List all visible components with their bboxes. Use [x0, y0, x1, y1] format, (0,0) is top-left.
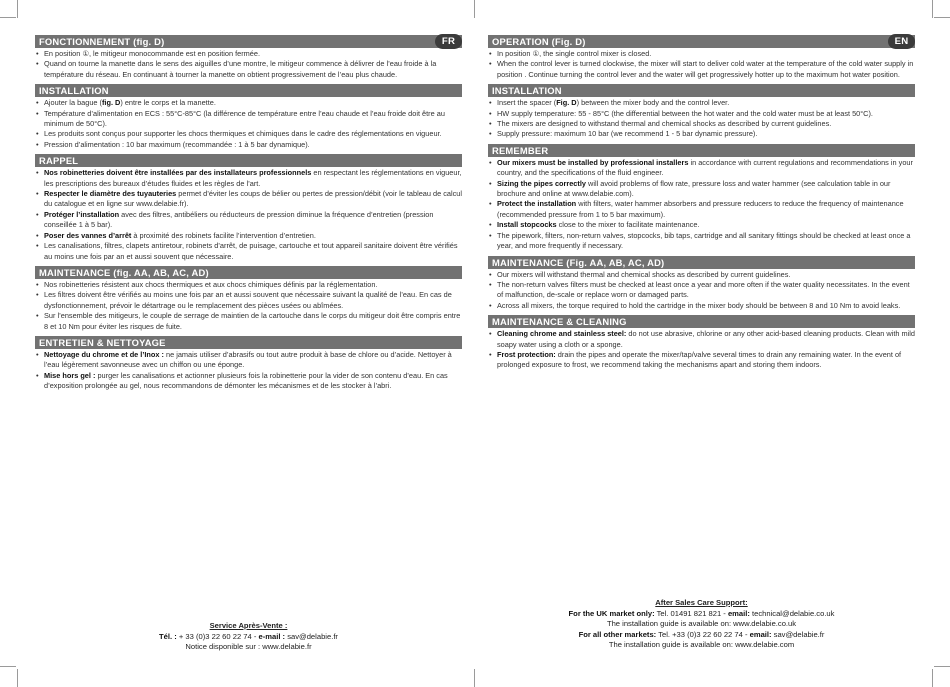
section-title: MAINTENANCE (Fig. AA, AB, AC, AD) [492, 256, 665, 268]
section-heading [488, 315, 915, 328]
crop-mark [932, 0, 933, 18]
section-heading [488, 35, 915, 48]
body-text: purger les canalisations et actionner plusieurs fois la robinetterie pour la vider de son contenu d’eau. En cas d’exposition prolongée au gel, nous recommandons de démonter les mécanismes et de les stocker à l’abri. [44, 370, 448, 391]
email-label: e-mail : [258, 631, 286, 641]
crop-mark [934, 17, 950, 18]
list-item [35, 241, 462, 262]
list-item [488, 231, 915, 252]
bullet-list [488, 158, 915, 252]
bold-text: Protect the installation [497, 199, 577, 209]
bold-text: Frost protection: [497, 349, 556, 359]
section [35, 266, 462, 332]
body-text: The pipework, filters, non-return valves, stopcocks, bib taps, cartridge and all sanitary fittings should be checked at least once a year, and more frequently if necessary. [497, 230, 911, 251]
bold-text: Sizing the pipes correctly [497, 178, 586, 188]
list-item [35, 168, 462, 189]
footer-website-line: Notice disponible sur : www.delabie.fr [185, 642, 312, 652]
list-item [488, 350, 915, 371]
list-item [35, 290, 462, 311]
english-footer [488, 598, 915, 651]
bold-text: Poser des vannes d’arrêt [44, 230, 132, 240]
crop-mark [17, 0, 18, 18]
crop-mark [934, 666, 950, 667]
body-text: en respectant les réglementations en vigueur, les prescriptions des bureaux d’études fluides et les règles de l’art. [44, 168, 462, 188]
section-heading [35, 84, 462, 97]
section-heading [35, 35, 462, 48]
body-text: do not use abrasive, chlorine or any other acid-based cleaning products. Clean with mild soapy water using a cloth or a sponge. [497, 329, 915, 349]
body-text: HW supply temperature: 55 - 85°C (the differential between the hot water and the cold water must be at least 50°C). [497, 108, 873, 118]
bullet-list [35, 168, 462, 262]
list-item [35, 59, 462, 80]
body-text: Les produits sont conçus pour supporter les chocs thermiques et chimiques dans le cadre des réglementations en vigueur. [44, 129, 442, 139]
french-column [35, 35, 462, 396]
bold-text: Cleaning chrome and stainless steel: [497, 329, 627, 339]
body-text: Sur l’ensemble des mitigeurs, le couple de serrage de maintien de la cartouche dans le corps du mitigeur doit être compris entre 8 et 10 Nm pour éviter les risques de fuite. [44, 311, 461, 331]
other-email-value: sav@delabie.fr [771, 629, 825, 639]
body-text: Nos robinetteries résistent aux chocs thermiques et aux chocs chimiques définis par la réglementation. [44, 279, 378, 289]
section [35, 35, 462, 80]
list-item [488, 98, 915, 108]
section-title: MAINTENANCE & CLEANING [492, 316, 627, 328]
footer-contact-line [35, 632, 462, 643]
email-label: email: [749, 629, 772, 639]
list-item [35, 350, 462, 371]
tel-label: Tél. : [159, 631, 177, 641]
list-item [35, 49, 462, 59]
bullet-list [35, 98, 462, 150]
french-footer [35, 621, 462, 653]
section [488, 35, 915, 80]
list-item [35, 189, 462, 210]
section-title: OPERATION (Fig. D) [492, 36, 586, 47]
other-markets-label: For all other markets: [578, 629, 657, 639]
section [35, 336, 462, 392]
uk-email-value: technical@delabie.co.uk [749, 608, 835, 618]
bold-text: Mise hors gel : [44, 370, 96, 380]
bullet-list [488, 329, 915, 371]
body-text: In position ①, the single control mixer is closed. [497, 49, 652, 58]
section-heading [35, 336, 462, 349]
bold-text: Nos robinetteries doivent être installées par des installateurs professionnels [44, 168, 312, 178]
section [488, 144, 915, 252]
section-title: RAPPEL [39, 155, 79, 167]
tel-value: + 33 (0)3 22 60 22 74 - [176, 631, 259, 641]
list-item [488, 199, 915, 220]
list-item [488, 329, 915, 350]
bold-text: Install stopcocks [497, 220, 557, 230]
footer-title: After Sales Care Support: [655, 598, 748, 607]
section-heading [488, 256, 915, 269]
crop-mark [474, 669, 475, 687]
crop-mark [0, 666, 16, 667]
list-item [488, 109, 915, 119]
list-item [488, 280, 915, 301]
bullet-list [488, 270, 915, 312]
list-item [488, 129, 915, 139]
email-label: email: [727, 608, 750, 618]
body-text: ) entre le corps et la manette. [120, 98, 216, 108]
list-item [488, 49, 915, 59]
body-text: ) between the mixer body and the control lever. [576, 98, 730, 108]
language-badge: EN [888, 34, 915, 49]
section [35, 84, 462, 150]
body-text: Ajouter la bague ( [44, 98, 102, 108]
uk-market-label: For the UK market only: [568, 608, 655, 618]
body-text: Les filtres doivent être vérifiés au moins une fois par an et aussi souvent que nécessaire suivant la qualité de l’eau. En cas de dysfonctionnement, prévoir le détartrage ou le remplacement des pièces usées ou abîmées. [44, 290, 452, 310]
section [488, 256, 915, 312]
crop-mark [0, 17, 16, 18]
footer-other-contact-line [488, 630, 915, 641]
body-text: close to the mixer to facilitate maintenance. [556, 220, 700, 230]
body-text: drain the pipes and operate the mixer/tap/valve several times to drain any remaining water. In the event of prolonged exposure to frost, we recommend taking the mechanisms apart and storing them indoors. [497, 349, 902, 370]
body-text: Our mixers will withstand thermal and chemical shocks as described by current guidelines. [497, 269, 791, 279]
section-title: MAINTENANCE (fig. AA, AB, AC, AD) [39, 266, 209, 278]
section [35, 154, 462, 262]
footer-title: Service Après-Vente : [209, 621, 288, 630]
body-text: En position ①, le mitigeur monocommande est en position fermée. [44, 49, 260, 58]
body-text: will avoid problems of flow rate, pressure loss and water hammer (see calculation table in our brochure and online at www.delabie.com). [497, 178, 891, 199]
bold-text: Protéger l’installation [44, 209, 120, 219]
bullet-list [35, 350, 462, 392]
section-title: ENTRETIEN & NETTOYAGE [39, 336, 166, 348]
body-text: à proximité des robinets facilite l’intervention d’entretien. [131, 230, 316, 240]
section-heading [488, 84, 915, 97]
bold-text: Our mixers must be installed by professional installers [497, 157, 689, 167]
uk-tel-value: Tel. 01491 821 821 - [654, 608, 728, 618]
body-text: The non-return valves filters must be checked at least once a year and more often if the water quality necessitates. In the event of malfunction, de-scale or replace worn or damaged parts. [497, 279, 910, 300]
list-item [35, 109, 462, 130]
list-item [35, 280, 462, 290]
section-heading [488, 144, 915, 157]
bullet-list [488, 98, 915, 140]
list-item [35, 129, 462, 139]
body-text: The mixers are designed to withstand thermal and chemical shocks as described by current guidelines. [497, 119, 832, 129]
list-item [488, 158, 915, 179]
section [488, 84, 915, 140]
body-text: ne jamais utiliser d’abrasifs ou tout autre produit à base de chlore ou d’acide. Nettoyer à l’eau légèrement savonneuse avec un chiffon ou une éponge. [44, 349, 452, 370]
list-item [35, 231, 462, 241]
body-text: Pression d’alimentation : 10 bar maximum (recommandée : 1 à 5 bar dynamique). [44, 139, 310, 149]
list-item [488, 179, 915, 200]
footer-other-guide-line: The installation guide is available on: www.delabie.com [608, 640, 795, 650]
body-text: Across all mixers, the torque required to hold the cartridge in the mixer body should be between 8 and 10 Nm to avoid leaks. [497, 300, 901, 310]
list-item [488, 301, 915, 311]
body-text: Température d’alimentation en ECS : 55°C-85°C (la différence de température entre l’eau chaude et l’eau froide doit être au minimum de 50°C). [44, 108, 445, 129]
bold-text: Nettoyage du chrome et de l’Inox : [44, 349, 164, 359]
list-item [35, 311, 462, 332]
list-item [35, 371, 462, 392]
bullet-list [35, 280, 462, 332]
list-item [35, 98, 462, 108]
section-heading [35, 266, 462, 279]
crop-mark [474, 0, 475, 18]
body-text: Insert the spacer ( [497, 98, 557, 108]
list-item [488, 119, 915, 129]
language-badge: FR [435, 34, 462, 49]
body-text: avec des filtres, antibéliers ou réducteurs de pression diminue la fréquence d’entretien (pression conseillée 1 à 5 bar). [44, 209, 434, 230]
list-item [35, 210, 462, 231]
bold-text: Respecter le diamètre des tuyauteries [44, 189, 177, 199]
section-title: FONCTIONNEMENT (fig. D) [39, 36, 165, 47]
body-text: When the control lever is turned clockwise, the mixer will start to deliver cold water at the temperature of the cold water supply in position . Continue turning the control lever and the water will get progressively hotter up to the maximum hot water position. [497, 59, 914, 79]
email-value: sav@delabie.fr [285, 631, 338, 641]
bullet-list [488, 49, 915, 80]
body-text: Supply pressure: maximum 10 bar (we recommend 1 - 5 bar dynamic pressure). [497, 129, 758, 139]
footer-uk-guide-line: The installation guide is available on: www.delabie.co.uk [606, 619, 797, 629]
body-text: Quand on tourne la manette dans le sens des aiguilles d’une montre, le mitigeur commence à délivrer de l’eau froide à la température du réseau. En continuant à tourner la manette on obtient progressivement de l’eau plus chaude. [44, 59, 437, 79]
list-item [488, 59, 915, 80]
crop-mark [932, 669, 933, 687]
other-tel-value: Tel. +33 (0)3 22 60 22 74 - [656, 629, 750, 639]
list-item [488, 220, 915, 230]
section [488, 315, 915, 371]
list-item [488, 270, 915, 280]
body-text: in accordance with current regulations and recommendations in your country, and the specifications of the fluid engineer. [497, 157, 913, 178]
bold-text: fig. D [101, 98, 121, 108]
section-heading [35, 154, 462, 167]
section-title: REMEMBER [492, 144, 549, 156]
crop-mark [17, 669, 18, 687]
english-column [488, 35, 915, 375]
list-item [35, 140, 462, 150]
body-text: with filters, water hammer absorbers and pressure reducers to reduce the frequency of maintenance (recommended pressure from 1 to 5 bar maximum). [497, 199, 904, 219]
body-text: permet d’éviter les coups de bélier ou pertes de pression/débit (voir le tableau de calcul du catalogue et en ligne sur www.delabie.fr). [44, 189, 463, 209]
section-title: INSTALLATION [39, 85, 109, 97]
section-title: INSTALLATION [492, 85, 562, 97]
footer-uk-contact-line [488, 609, 915, 620]
body-text: Les canalisations, filtres, clapets antiretour, robinets d’arrêt, de puisage, cartouche et tout appareil sanitaire doivent être vérifiés au moins une fois par an et aussi souvent que nécessaire. [44, 241, 458, 261]
bold-text: Fig. D [556, 98, 577, 108]
bullet-list [35, 49, 462, 80]
